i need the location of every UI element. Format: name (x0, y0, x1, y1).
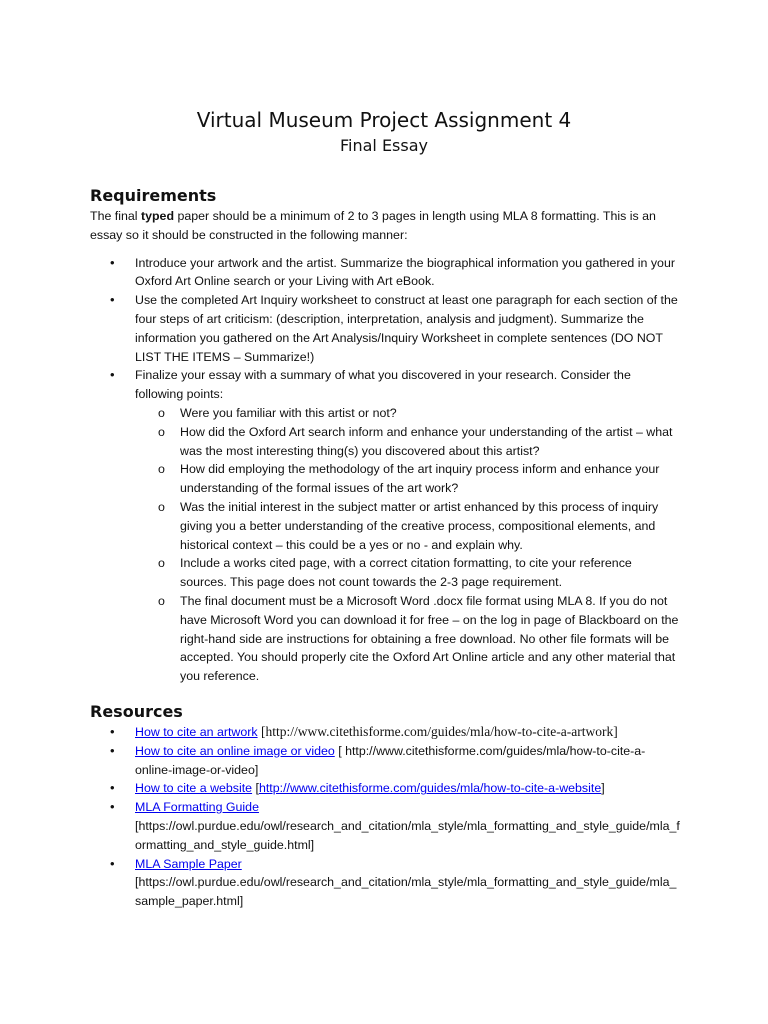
sub-list-item-text: How did employing the methodology of the art inquiry process inform and enhance your understanding of the formal issues of the art work? (180, 462, 660, 496)
list-item-text: Finalize your essay with a summary of what you discovered in your research. Consider the following points: (135, 368, 631, 402)
resource-url-post: ] (601, 781, 605, 796)
resources-section (90, 701, 680, 911)
intro-text-post: paper should be a minimum of 2 to 3 pages in length using MLA 8 formatting. This is an essay so it should be constructed in the following manner: (90, 209, 656, 242)
page-subtitle: Final Essay (339, 136, 428, 155)
bullet-icon: • (110, 724, 115, 739)
sub-list-item-text: Was the initial interest in the subject matter or artist enhanced by this process of inquiry giving you a better understanding of the creative process, compositional elements, and historical context – this could be a yes or no - and explain why. (180, 499, 659, 552)
resource-url: [ http://www.citethisforme.com/guides/mla/how-to-cite-a-online-image-or-video] (135, 743, 646, 777)
resources-list (90, 723, 680, 911)
resource-item (90, 779, 680, 798)
sub-list-item (135, 423, 680, 461)
resource-url: [https://owl.purdue.edu/owl/research_and_citation/mla_style/mla_formatting_and_style_guide/mla_formatting_and_style_guide.html] (135, 818, 680, 852)
list-item-text: Use the completed Art Inquiry worksheet to construct at least one paragraph for each section of the four steps of art criticism: (description, interpretation, analysis and judgment). Summarize the information you gathered on the Art Analysis/Inquiry Worksheet in complete sentences (DO NOT LIST THE ITEMS – Summarize!) (135, 293, 678, 364)
sub-list-item-text: Include a works cited page, with a correct citation formatting, to cite your reference sources. This page does not count towards the 2-3 page requirement. (180, 556, 632, 590)
resources-heading: Resources (90, 702, 183, 721)
sub-list-item (135, 460, 680, 498)
resource-link-website[interactable]: How to cite a website (135, 781, 253, 796)
resource-url-link-website[interactable]: http://www.citethisforme.com/guides/mla/how-to-cite-a-website (258, 781, 602, 796)
resource-link-image-video[interactable]: How to cite an online image or video (135, 743, 335, 758)
list-item-text: Introduce your artwork and the artist. Summarize the biographical information you gathered in your Oxford Art Online search or your Living with Art eBook. (135, 255, 675, 289)
sub-list-item (135, 554, 680, 592)
requirements-section (90, 185, 680, 686)
resource-item (90, 723, 680, 742)
resource-item (90, 742, 680, 780)
intro-text-pre: The final (90, 209, 141, 223)
circle-bullet-icon: o (158, 556, 165, 571)
sub-list-item (135, 498, 680, 554)
list-item (90, 291, 680, 366)
resource-url-pre: [ (252, 781, 259, 796)
sub-list (135, 404, 680, 686)
bullet-icon: • (110, 254, 115, 270)
resource-url: [http://www.citethisforme.com/guides/mla/how-to-cite-a-artwork] (257, 724, 618, 739)
intro-text-bold: typed (140, 209, 175, 223)
requirements-list (90, 254, 680, 686)
sub-list-item (135, 404, 680, 423)
sub-list-item (135, 592, 680, 686)
list-item (90, 366, 680, 686)
bullet-icon: • (110, 855, 115, 871)
resource-item (90, 855, 680, 911)
requirements-intro (90, 207, 680, 245)
resource-url: [https://owl.purdue.edu/owl/research_and_citation/mla_style/mla_formatting_and_style_guide/mla_sample_paper.html] (135, 875, 677, 909)
circle-bullet-icon: o (158, 424, 165, 439)
resource-link-artwork[interactable]: How to cite an artwork (135, 725, 258, 739)
sub-list-item-text: How did the Oxford Art search inform and enhance your understanding of the artist – what was the most interesting thing(s) you discovered about this artist? (180, 424, 673, 458)
bullet-icon: • (110, 742, 115, 758)
bullet-icon: • (110, 292, 115, 308)
resource-item (90, 798, 680, 854)
bullet-icon: • (110, 799, 115, 815)
page-title: Virtual Museum Project Assignment 4 (196, 108, 572, 132)
circle-bullet-icon: o (158, 462, 165, 477)
sub-list-item-text: Were you familiar with this artist or not? (180, 405, 397, 420)
list-item (90, 254, 680, 292)
bullet-icon: • (110, 367, 115, 383)
resource-link-mla-sample[interactable]: MLA Sample Paper (135, 856, 242, 871)
circle-bullet-icon: o (158, 405, 165, 420)
requirements-heading: Requirements (90, 186, 217, 205)
bullet-icon: • (110, 780, 115, 796)
circle-bullet-icon: o (158, 499, 165, 514)
circle-bullet-icon: o (158, 593, 165, 608)
resource-link-mla-guide[interactable]: MLA Formatting Guide (135, 800, 259, 815)
sub-list-item-text: The final document must be a Microsoft Word .docx file format using MLA 8. If you do not have Microsoft Word you can download it for free – on the log in page of Blackboard on the right-hand side are instructions for obtaining a free download. No other file formats will be accepted. You should properly cite the Oxford Art Online article and any other material that you reference. (180, 593, 679, 684)
